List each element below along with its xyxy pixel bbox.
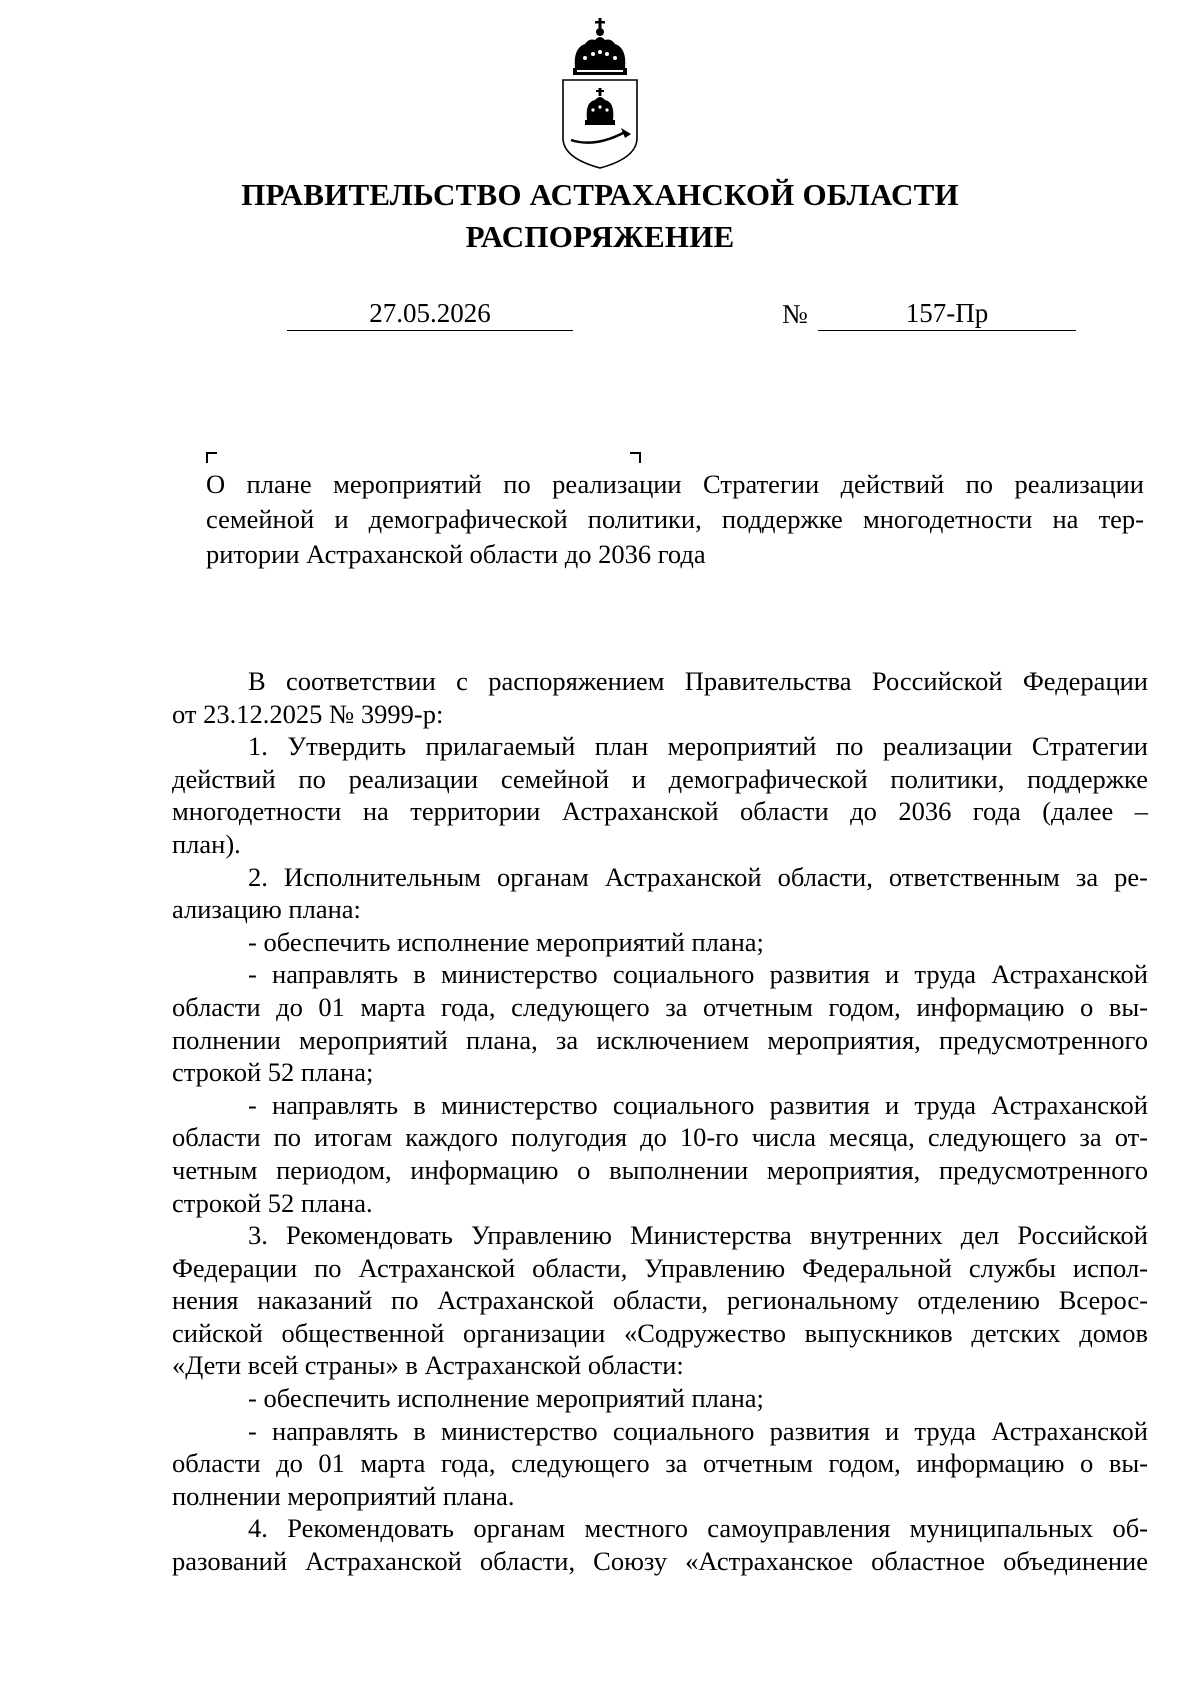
subject-line: ритории Астраханской области до 2036 года xyxy=(206,539,706,569)
body-line: сийской общественной организации «Содружество выпускников детских домов xyxy=(172,1317,1148,1348)
body-line: строкой 52 плана; xyxy=(172,1057,374,1088)
body-line: области по итогам каждого полугодия до 10-го числа месяца, следующего за от- xyxy=(172,1122,1148,1153)
document-date: 27.05.2026 xyxy=(287,296,573,331)
body-line: 1. Утвердить прилагаемый план мероприятий по реализации Стратегии xyxy=(248,731,1148,762)
body-line: разований Астраханской области, Союзу «Астраханское областное объединение xyxy=(172,1546,1148,1577)
document-number: 157-Пр xyxy=(818,296,1076,331)
body-line: план). xyxy=(172,828,241,859)
body-line: - обеспечить исполнение мероприятий плана; xyxy=(248,926,764,957)
government-title: ПРАВИТЕЛЬСТВО АСТРАХАНСКОЙ ОБЛАСТИ xyxy=(241,177,959,212)
body-line: ализацию плана: xyxy=(172,894,361,925)
body-line: «Дети всей страны» в Астраханской области: xyxy=(172,1350,684,1381)
number-sign: № xyxy=(782,299,808,329)
body-line: В соответствии с распоряжением Правительства Российской Федерации xyxy=(248,666,1148,696)
body-line: - обеспечить исполнение мероприятий плана; xyxy=(248,1383,764,1414)
coat-of-arms-icon xyxy=(555,18,645,170)
document-subject xyxy=(206,467,1144,572)
body-line: четным периодом, информацию о выполнении мероприятия, предусмотренного xyxy=(172,1154,1148,1185)
body-line: 4. Рекомендовать органам местного самоуправления муниципальных об- xyxy=(248,1513,1148,1544)
body-line: области до 01 марта года, следующего за отчетным годом, информацию о вы- xyxy=(172,991,1148,1022)
body-line: 2. Исполнительным органам Астраханской области, ответственным за ре- xyxy=(248,861,1148,892)
subject-line: О плане мероприятий по реализации Стратегии действий по реализации xyxy=(206,469,1144,499)
document-type-title: РАСПОРЯЖЕНИЕ xyxy=(465,219,735,254)
body-line: многодетности на территории Астраханской области до 2036 года (далее – xyxy=(172,796,1148,827)
body-line: нения наказаний по Астраханской области, региональному отделению Всерос- xyxy=(172,1285,1148,1316)
body-line: полнении мероприятий плана. xyxy=(172,1480,515,1511)
body-line: - направлять в министерство социального развития и труда Астраханской xyxy=(248,959,1148,990)
body-line: - направлять в министерство социального развития и труда Астраханской xyxy=(248,1089,1148,1120)
body-line: от 23.12.2025 № 3999-р: xyxy=(172,698,444,729)
document-body xyxy=(172,665,1148,1578)
body-line: полнении мероприятий плана, за исключением мероприятия, предусмотренного xyxy=(172,1024,1148,1055)
body-line: строкой 52 плана. xyxy=(172,1187,373,1218)
subject-line: семейной и демографической политики, поддержке многодетности на тер- xyxy=(206,504,1144,534)
subject-corner-left-mark xyxy=(206,452,217,463)
body-line: - направлять в министерство социального развития и труда Астраханской xyxy=(248,1415,1148,1446)
subject-corner-right-mark xyxy=(630,452,641,463)
body-line: действий по реализации семейной и демографической политики, поддержке xyxy=(172,763,1148,794)
body-line: области до 01 марта года, следующего за отчетным годом, информацию о вы- xyxy=(172,1448,1148,1479)
body-line: Федерации по Астраханской области, Управлению Федеральной службы испол- xyxy=(172,1252,1148,1283)
body-line: 3. Рекомендовать Управлению Министерства внутренних дел Российской xyxy=(248,1220,1148,1251)
